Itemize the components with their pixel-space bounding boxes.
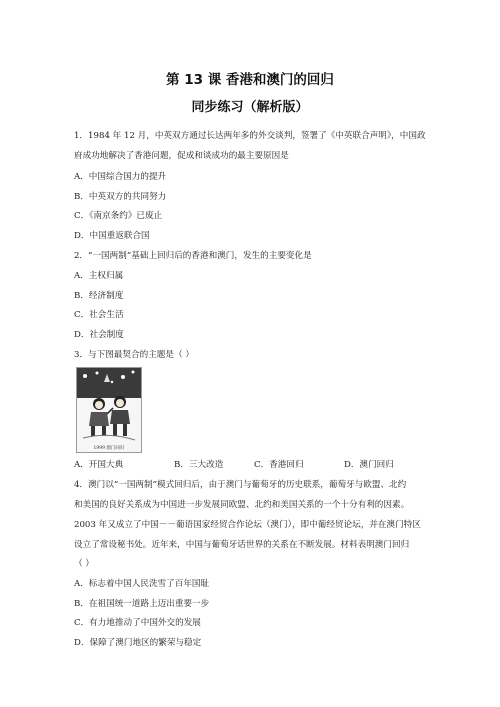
lesson-title: 第 13 课 香港和澳门的回归 xyxy=(166,72,334,88)
q2-option-b: B．经济制度 xyxy=(74,291,124,301)
q4-option-b: B．在祖国统一道路上迈出重要一步 xyxy=(74,599,210,609)
children-celebration-image xyxy=(77,368,141,452)
q1-option-a: A．中国综合国力的提升 xyxy=(74,172,167,182)
q1-stem-line-1: 1．1984 年 12 月，中英双方通过长达两年多的外交谈判，签署了《中英联合声明》，中国政 xyxy=(74,131,426,141)
q4-stem-line-3: 2003 年又成立了中国－－葡语国家经贸合作论坛（澳门），即中葡经贸论坛，并在澳门特区 xyxy=(74,520,421,530)
q4-option-d: D．保障了澳门地区的繁荣与稳定 xyxy=(74,638,202,648)
q3-option-a: A．开国大典 xyxy=(74,460,124,470)
q3-option-d: D．澳门回归 xyxy=(344,460,394,470)
q2-option-d: D．社会制度 xyxy=(74,330,124,340)
q4-option-a: A．标志着中国人民洗雪了百年国耻 xyxy=(74,579,210,589)
q1-option-c: C．《南京条约》已废止 xyxy=(74,211,163,221)
q4-stem-line-1: 4．澳门以“一国两制”模式回归后，由于澳门与葡萄牙的历史联系，葡萄牙与欧盟、北约 xyxy=(74,480,407,490)
q3-option-b: B．三大改造 xyxy=(174,460,224,470)
q2-option-c: C．社会生活 xyxy=(74,310,124,320)
q4-stem-line-2: 和美国的良好关系成为中国进一步发展同欧盟、北约和美国关系的一个十分有利的因素。 xyxy=(74,500,410,510)
q3-figure-caption: 1999 澳门回归 xyxy=(93,446,125,451)
q4-stem-line-5: （ ） xyxy=(74,559,94,569)
q3-illustration xyxy=(76,367,142,453)
q1-option-b: B．中英双方的共同努力 xyxy=(74,192,167,202)
q3-option-c: C．香港回归 xyxy=(254,460,304,470)
q1-stem-line-2: 府成功地解决了香港问题，促成和谈成功的最主要原因是 xyxy=(74,151,289,161)
q4-stem-line-4: 设立了常设秘书处。近年来，中国与葡萄牙话世界的关系在不断发展。材料表明澳门回归 xyxy=(74,540,410,550)
lesson-subtitle: 同步练习（解析版） xyxy=(191,100,309,115)
q2-option-a: A．主权归属 xyxy=(74,271,124,281)
q4-option-c: C．有力地推动了中国外交的发展 xyxy=(74,618,201,628)
q2-stem: 2．“一国两制”基础上回归后的香港和澳门，发生的主要变化是 xyxy=(74,251,312,261)
q3-stem: 3．与下图最契合的主题是（ ） xyxy=(74,350,194,360)
q1-option-d: D．中国重返联合国 xyxy=(74,231,150,241)
